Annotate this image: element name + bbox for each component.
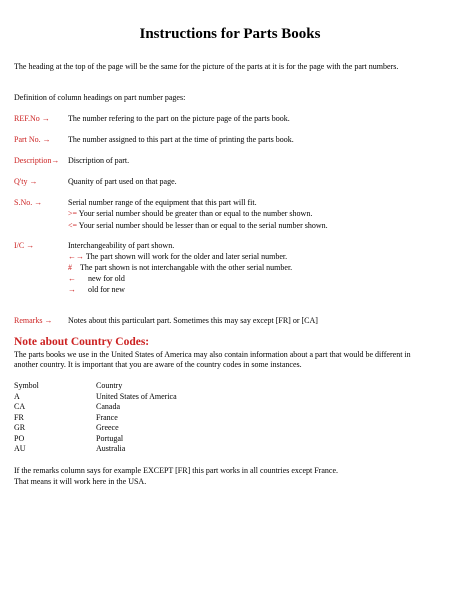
def-text-qty: Quanity of part used on that page. bbox=[68, 177, 177, 186]
definition-heading: Definition of column headings on part number pages: bbox=[14, 93, 186, 102]
intro-paragraph: The heading at the top of the page will be the same for the picture of the parts at it is for the page with the part numbers. bbox=[14, 62, 399, 71]
right-arrow-icon: → bbox=[41, 114, 50, 123]
def-label-ref-no: REF.No → bbox=[14, 114, 50, 123]
greater-equal-icon: >= bbox=[68, 209, 78, 218]
table-cell-symbol: GR bbox=[14, 423, 26, 432]
serial-note-greater: >= Your serial number should be greater than or equal to the number shown. bbox=[68, 209, 313, 218]
left-arrow-icon: ← bbox=[68, 274, 76, 283]
left-right-arrow-icon: ←→ bbox=[68, 252, 84, 261]
table-cell-symbol: PO bbox=[14, 434, 25, 443]
def-label-part-no: Part No. → bbox=[14, 135, 51, 144]
right-arrow-icon: → bbox=[34, 198, 43, 207]
ic-note-old-for-new: → old for new bbox=[68, 285, 125, 294]
ic-note-not: # The part shown is not interchangable with the other serial number. bbox=[68, 263, 293, 272]
def-text-ic: Interchangeability of part shown. bbox=[68, 241, 175, 250]
table-cell-symbol: A bbox=[14, 392, 20, 401]
table-header-country: Country bbox=[96, 381, 123, 390]
table-cell-country: Portugal bbox=[96, 434, 124, 443]
table-cell-symbol: CA bbox=[14, 402, 26, 411]
def-label-description: Description→ bbox=[14, 156, 60, 165]
country-heading: Note about Country Codes: bbox=[14, 336, 150, 348]
def-label-serial-no: S.No. → bbox=[14, 198, 43, 207]
table-header-symbol: Symbol bbox=[14, 381, 39, 390]
def-text-remarks: Notes about this particulart part. Sometimes this may say except [FR] or [CA] bbox=[68, 316, 318, 325]
ic-note-both: ←→ The part shown will work for the older and later serial number. bbox=[68, 252, 288, 261]
right-arrow-icon: → bbox=[68, 285, 76, 294]
def-text-description: Discription of part. bbox=[68, 156, 130, 165]
country-intro: The parts books we use in the United States of America may also contain information about a part that would be different in another country. It is important that you are aware of the country codes in some instances. bbox=[14, 350, 411, 369]
def-label-ic: I/C → bbox=[14, 241, 35, 250]
right-arrow-icon: → bbox=[29, 177, 38, 186]
ic-note-new-for-old: ← new for old bbox=[68, 274, 125, 283]
hash-icon: # bbox=[68, 263, 72, 272]
table-cell-country: Canada bbox=[96, 402, 120, 411]
table-cell-country: France bbox=[96, 413, 118, 422]
table-cell-country: Greece bbox=[96, 423, 119, 432]
closing-line-2: That means it will work here in the USA. bbox=[14, 477, 147, 486]
page-title: Instructions for Parts Books bbox=[139, 26, 321, 42]
table-cell-symbol: AU bbox=[14, 444, 26, 453]
def-text-part-no: The number assigned to this part at the time of printing the parts book. bbox=[68, 135, 294, 144]
def-label-qty: Q'ty → bbox=[14, 177, 38, 186]
right-arrow-icon: → bbox=[26, 241, 35, 250]
right-arrow-icon: → bbox=[51, 156, 60, 165]
def-text-ref-no: The number refering to the part on the picture page of the parts book. bbox=[68, 114, 290, 123]
def-label-remarks: Remarks → bbox=[14, 316, 53, 325]
serial-note-lesser: <= Your serial number should be lesser than or equal to the serial number shown. bbox=[68, 221, 328, 230]
closing-line-1: If the remarks column says for example EXCEPT [FR] this part works in all countries except France. bbox=[14, 466, 338, 475]
def-text-serial-no: Serial number range of the equipment that this part will fit. bbox=[68, 198, 257, 207]
table-cell-country: Australia bbox=[96, 444, 126, 453]
lesser-equal-icon: <= bbox=[68, 221, 78, 230]
table-cell-symbol: FR bbox=[14, 413, 24, 422]
right-arrow-icon: → bbox=[42, 135, 51, 144]
right-arrow-icon: → bbox=[44, 316, 53, 325]
table-cell-country: United States of America bbox=[96, 392, 177, 401]
